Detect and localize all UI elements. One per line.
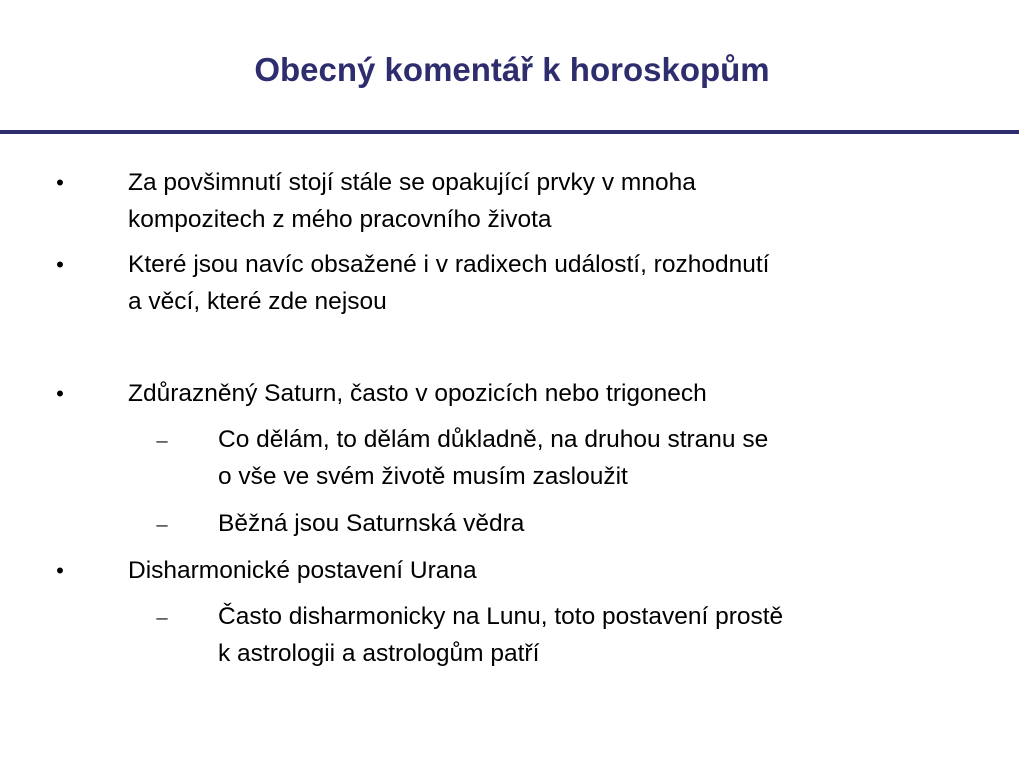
bullet-dot-icon: •	[56, 252, 64, 277]
bullet-text-line: Které jsou navíc obsažené i v radixech událostí, rozhodnutí	[128, 251, 770, 278]
bullet-dot-icon: •	[56, 170, 64, 195]
bullet-dot-icon: •	[56, 381, 64, 406]
bullet-text-line: a věcí, které zde nejsou	[128, 288, 387, 315]
bullet-text-line: Zdůrazněný Saturn, často v opozicích nebo trigonech	[128, 380, 707, 407]
bullet-text-line: Běžná jsou Saturnská vědra	[218, 510, 525, 537]
dash-icon: –	[156, 427, 168, 452]
dash-icon: –	[156, 511, 168, 536]
bullet-text-line: Za povšimnutí stojí stále se opakující prvky v mnoha	[128, 169, 696, 196]
bullet-text-line: o vše ve svém životě musím zasloužit	[218, 463, 628, 490]
bullet-text-line: kompozitech z mého pracovního života	[128, 206, 552, 233]
bullet-text-line: Co dělám, to dělám důkladně, na druhou stranu se	[218, 426, 769, 453]
bullet-text-line: Často disharmonicky na Lunu, toto postavení prostě	[218, 603, 784, 630]
bullet-text-line: Disharmonické postavení Urana	[128, 557, 477, 584]
dash-icon: –	[156, 604, 168, 629]
bullet-dot-icon: •	[56, 558, 64, 583]
bullet-text-line: k astrologii a astrologům patří	[218, 640, 540, 667]
slide-title: Obecný komentář k horoskopům	[254, 51, 770, 88]
